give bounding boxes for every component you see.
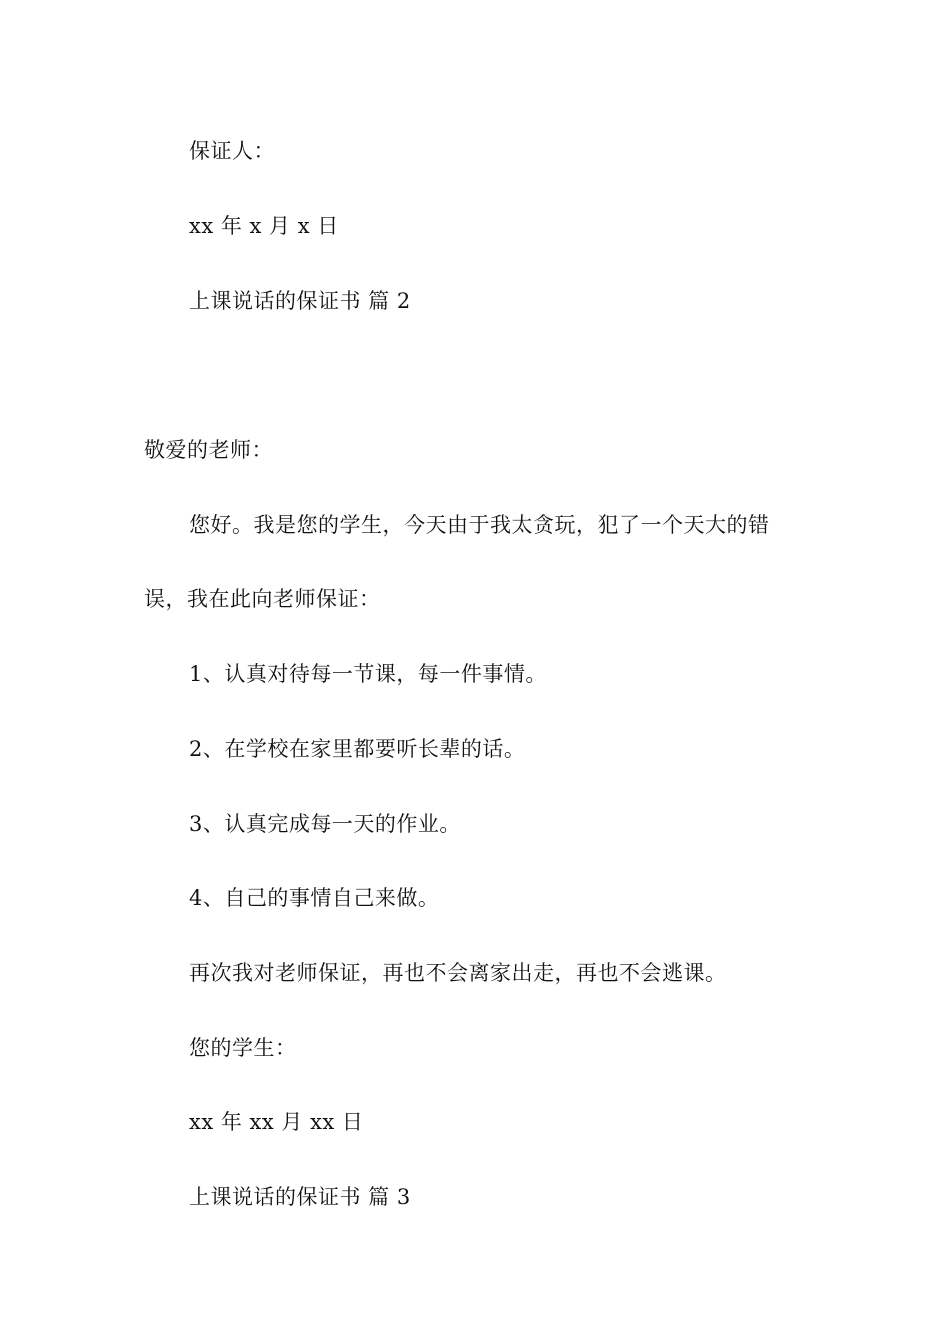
closing-promise: 再次我对老师保证，再也不会离家出走，再也不会逃课。 <box>189 961 727 985</box>
date-line: xx 年 x 月 x 日 <box>189 214 339 238</box>
student-signature-label: 您的学生： <box>189 1036 297 1060</box>
signature-date-line: xx 年 xx 月 xx 日 <box>189 1110 364 1134</box>
body-paragraph-line-1: 您好。我是您的学生，今天由于我太贪玩，犯了一个天大的错 <box>189 513 770 537</box>
list-item-1: 1、认真对待每一节课，每一件事情。 <box>189 662 547 686</box>
list-item-4: 4、自己的事情自己来做。 <box>189 886 440 910</box>
salutation: 敬爱的老师： <box>144 438 273 462</box>
section-heading-3: 上课说话的保证书 篇 3 <box>189 1185 411 1209</box>
section-heading-2: 上课说话的保证书 篇 2 <box>189 289 411 313</box>
list-item-3: 3、认真完成每一天的作业。 <box>189 812 461 836</box>
guarantor-label: 保证人： <box>189 139 275 163</box>
body-paragraph-line-2: 误，我在此向老师保证： <box>144 587 381 611</box>
list-item-2: 2、在学校在家里都要听长辈的话。 <box>189 737 526 761</box>
